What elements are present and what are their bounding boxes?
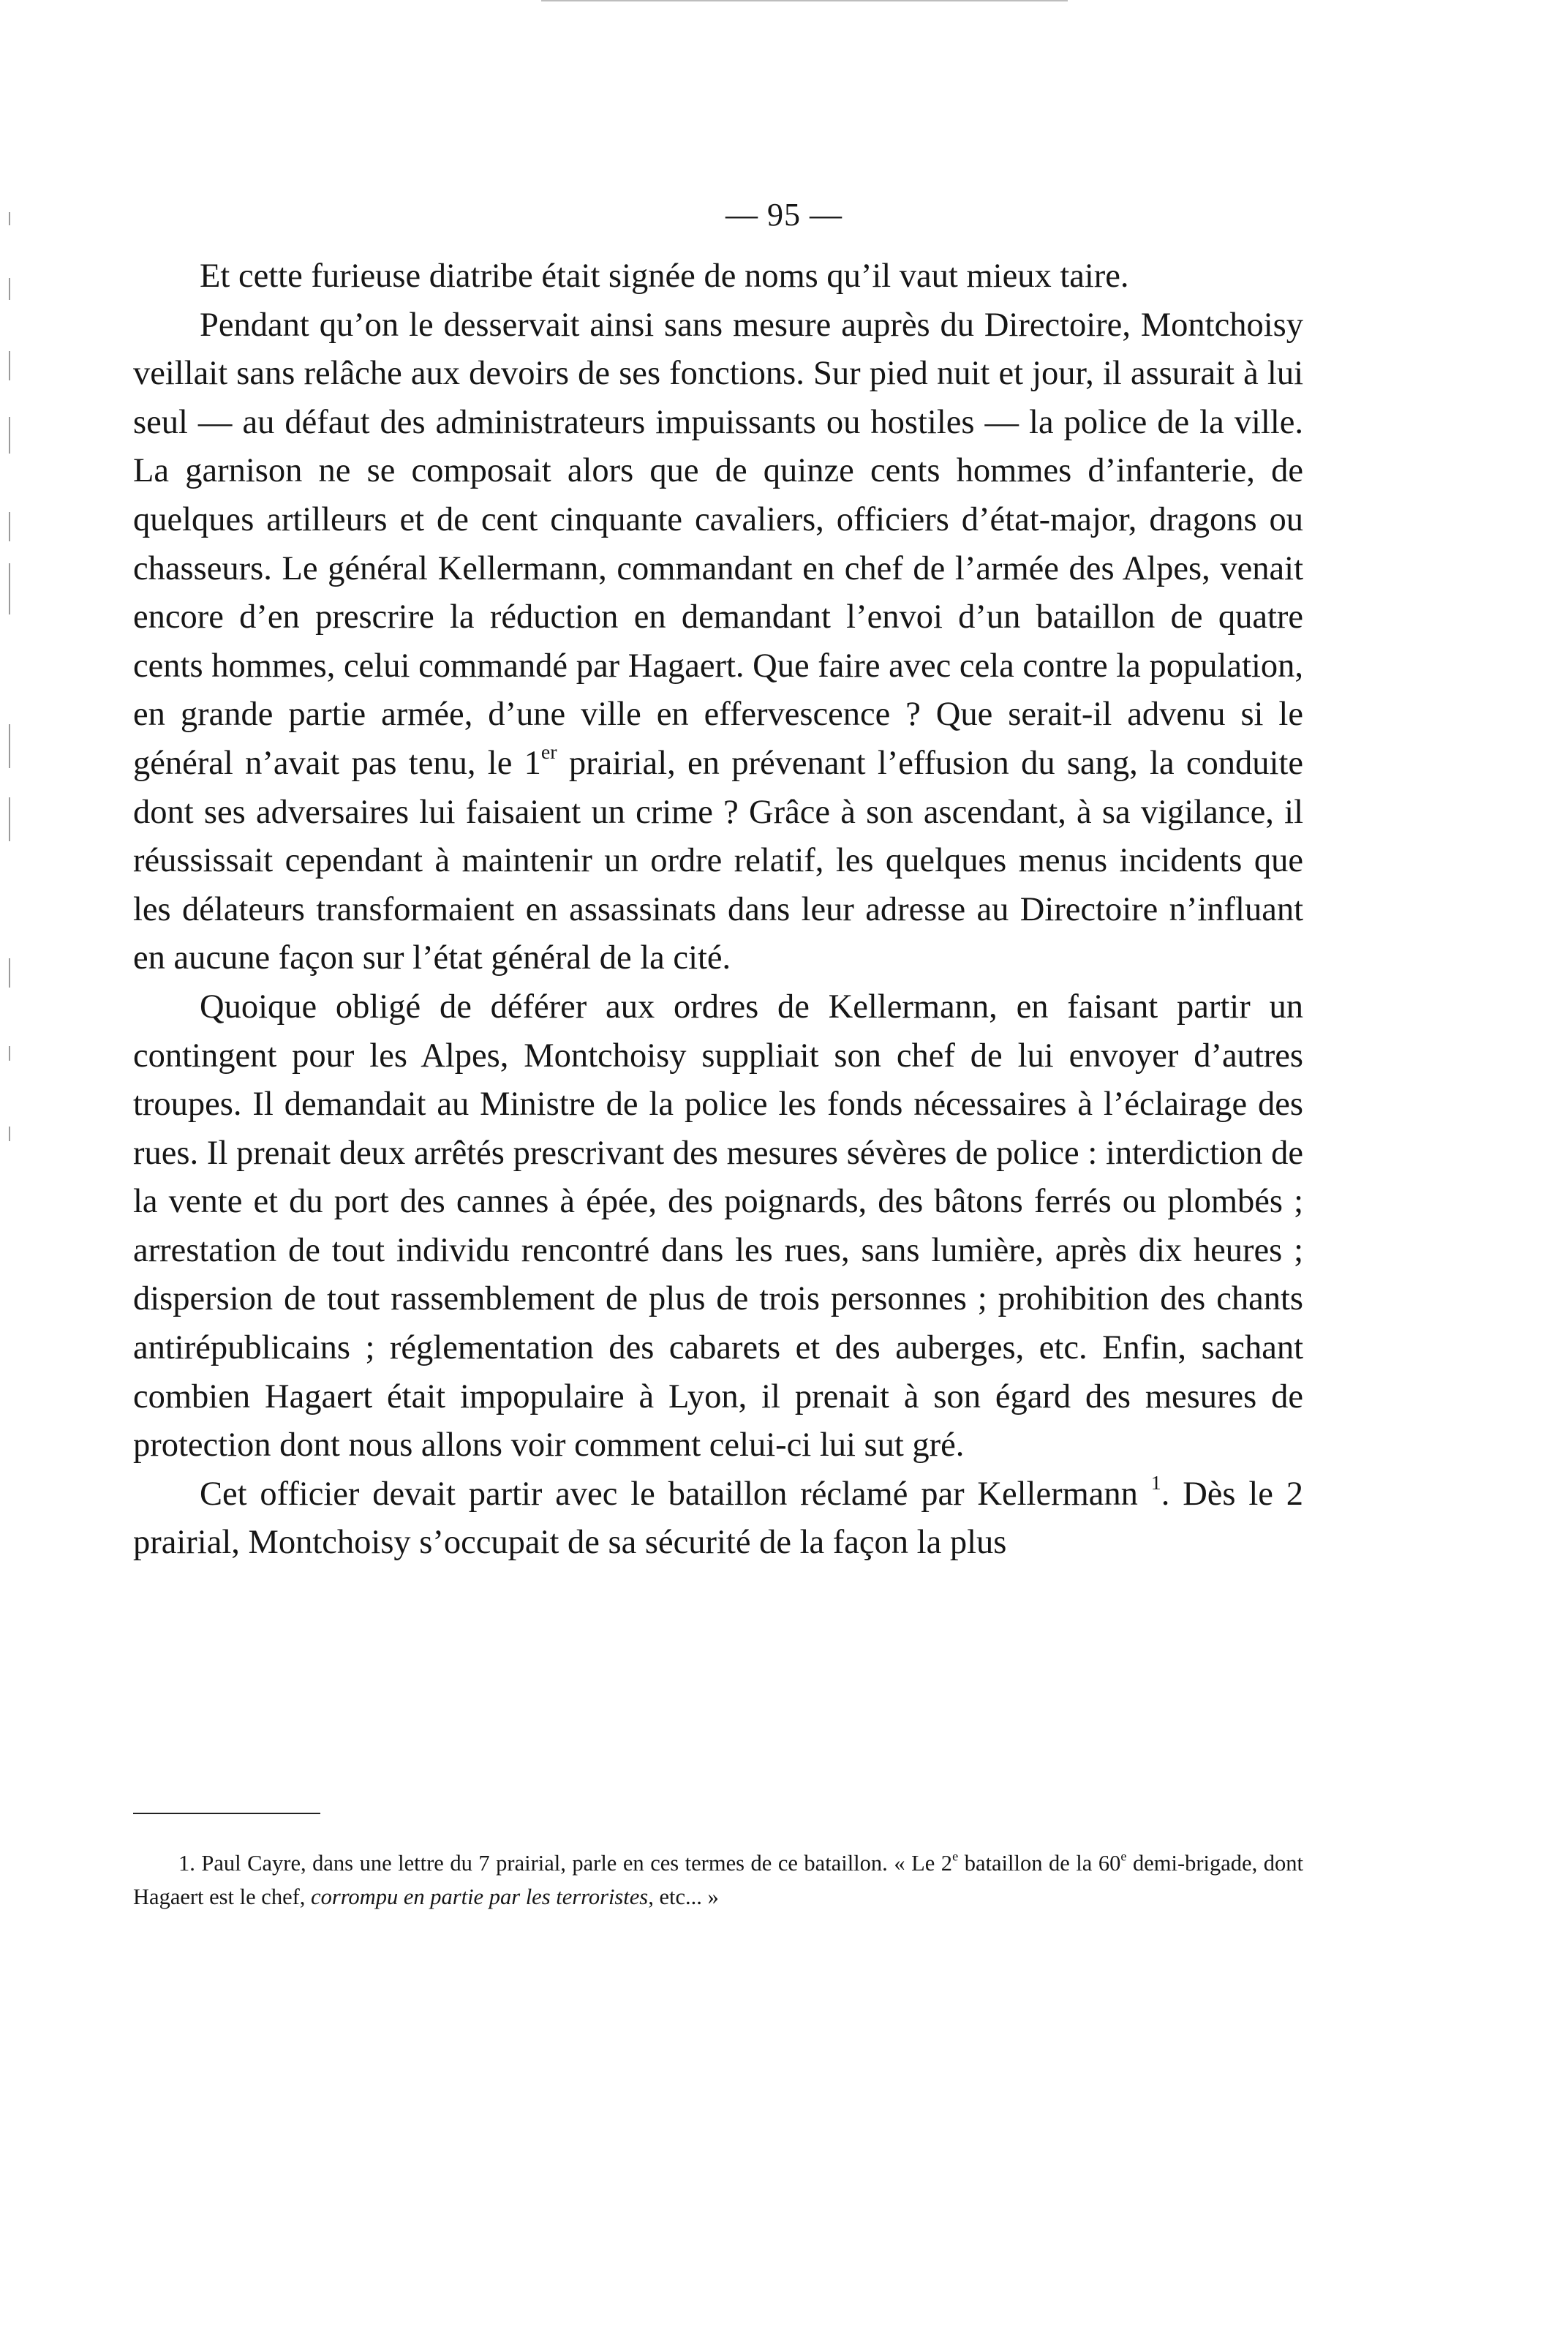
paragraph-4-text-b: . Dès le 2 prairial, Montchoisy s’occupait de sa sécurité de la façon la plus: [133, 1475, 1304, 1562]
paragraph-3: Quoique obligé de déférer aux ordres de Kellermann, en faisant partir un contingent pour les Alpes, Montchoisy suppliait son chef de lui envoyer d’autres troupes. Il demandait au Ministre de la police les fonds nécessaires à l’éclairage des rues. Il prenait deux arrêtés prescrivant des mesures sévères de police : interdiction de la vente et du port des cannes à épée, des poignards, des bâtons ferrés ou plombés ; arrestation de tout individu rencontré dans les rues, sans lumière, après dix heures ; dispersion de tout rassemblement de plus de trois personnes ; prohibition des chants antirépublicains ; réglementation des cabarets et des auberges, etc. Enfin, sachant combien Hagaert était impopulaire à Lyon, il prenait à son égard des mesures de protection dont nous allons voir comment celui-ci lui sut gré.: [133, 988, 1303, 1464]
scan-mark: [9, 351, 10, 380]
scan-mark: [9, 1046, 10, 1061]
main-text: [133, 252, 1303, 1568]
footnote-marker: 1.: [178, 1851, 195, 1876]
page-number: — 95 —: [725, 197, 843, 233]
scan-mark: [9, 417, 10, 454]
footnote-superscript-2: e: [1120, 1849, 1127, 1864]
paragraph-2-text-a: Pendant qu’on le desservait ainsi sans mesure auprès du Directoire, Montchoisy veillait sans relâche aux devoirs de ses fonctions. Sur pied nuit et jour, il assurait à lui seul — au défaut des administrateurs impuissants ou hostiles — la police de la ville. La garnison ne se composait alors que de quinze cents hommes d’infanterie, de quelques artilleurs et de cent cinquante cavaliers, officiers d’état-major, dragons ou chasseurs. Le général Kellermann, commandant en chef de l’armée des Alpes, venait encore d’en prescrire la réduction en demandant l’envoi d’un bataillon de quatre cents hommes, celui commandé par Hagaert. Que faire avec cela contre la population, en grande partie armée, d’une ville en effervescence ? Que serait-il advenu si le général n’avait pas tenu, le 1: [133, 306, 1303, 782]
paragraph-2: [133, 301, 1303, 983]
footnote-reference[interactable]: 1: [1150, 1471, 1161, 1494]
footnote-text-start: Paul Cayre, dans une lettre du 7 prairial, parle en ces termes de ce bataillon. « Le 2: [195, 1851, 953, 1876]
scan-mark: [9, 724, 10, 768]
paragraph-1: Et cette furieuse diatribe était signée de noms qu’il vaut mieux taire.: [200, 257, 1129, 295]
scan-mark: [9, 797, 10, 841]
paragraph-4: [133, 1470, 1303, 1568]
scan-mark: [9, 958, 10, 988]
scan-mark: [9, 563, 10, 614]
ordinal-superscript: er: [540, 741, 557, 764]
scan-mark: [9, 512, 10, 541]
footnote-text-mid2: demi-brigade, dont Hagaert est le chef,: [133, 1851, 1303, 1909]
footnote-superscript-1: e: [952, 1849, 959, 1864]
footnote-text-end: , etc... »: [648, 1884, 719, 1909]
footnote: [133, 1846, 1303, 1914]
footnote-text-mid: bataillon de la 60: [958, 1851, 1121, 1876]
scan-mark: [9, 278, 10, 300]
footnote-quote-italic: corrompu en partie par les terroristes: [311, 1884, 649, 1909]
scan-mark: [9, 212, 10, 225]
paragraph-4-text-a: Cet officier devait partir avec le bataillon réclamé par Kellermann: [200, 1475, 1151, 1513]
scan-mark: [9, 1127, 10, 1141]
paragraph-2-text-b: prairial, en prévenant l’effusion du sang, la conduite dont ses adversaires lui faisaient un crime ? Grâce à son ascendant, à sa vigilance, il réussissait cependant à maintenir un ordre relatif, les quelques menus incidents que les délateurs transformaient en assassinats dans leur adresse au Directoire n’influant en aucune façon sur l’état général de la cité.: [133, 744, 1303, 977]
footnote-1: [133, 1846, 1303, 1914]
scan-edge-line: [541, 0, 1068, 1]
footnote-separator: [133, 1813, 320, 1814]
